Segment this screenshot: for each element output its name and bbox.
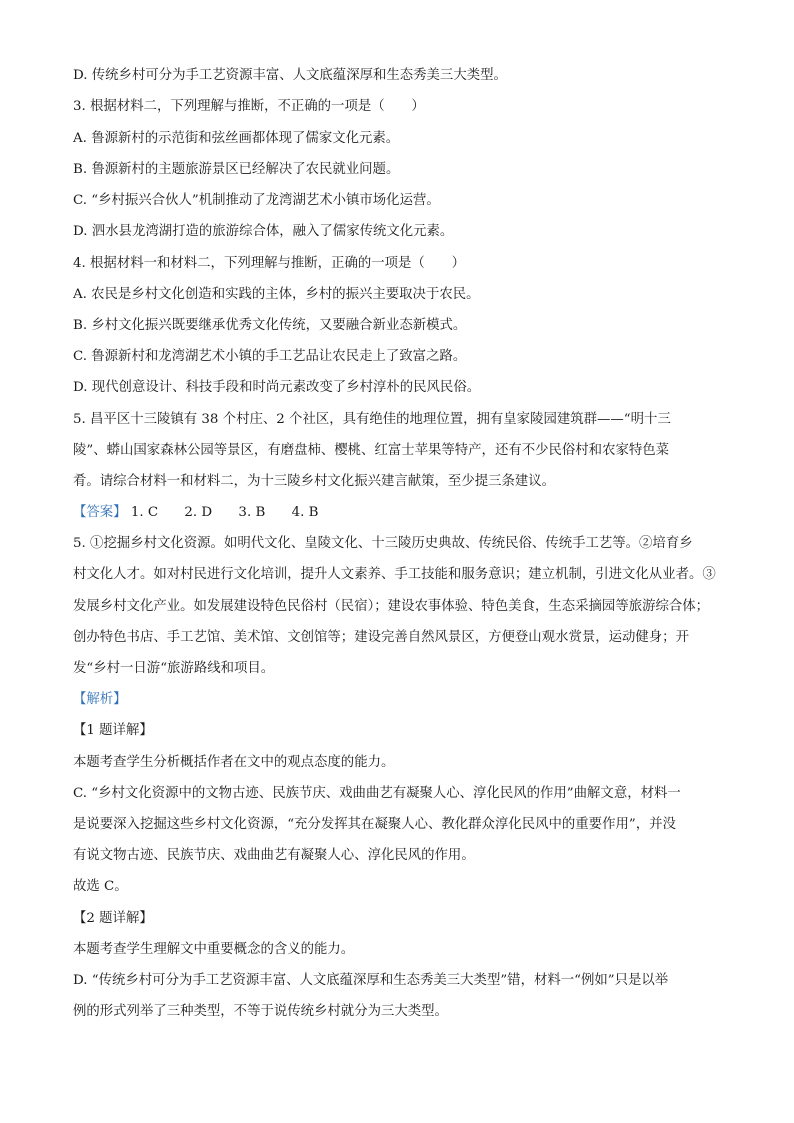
option-line: B. 乡村文化振兴既要继承优秀文化传统，又要融合新业态新模式。 <box>73 318 467 333</box>
q1-line: C. “乡村文化资源中的文物古迹、民族节庆、戏曲曲艺有凝聚人心、淳化民风的作用”曲解文意，材料一 <box>73 786 681 801</box>
answer-item: 4. B <box>291 505 319 520</box>
q1-line: 有说文物古迹、民族节庆、戏曲曲艺有凝聚人心、淳化民风的作用。 <box>73 848 475 863</box>
question-5: 5. 昌平区十三陵镇有 38 个村庄、2 个社区，具有绝佳的地理位置，拥有皇家陵园建筑群——“明十三 <box>73 412 671 427</box>
answer-row <box>73 504 318 522</box>
option-line: A. 鲁源新村的示范街和弦丝画都体现了儒家文化元素。 <box>73 131 400 146</box>
answer-5-line: 创办特色书店、手工艺馆、美术馆、文创馆等；建设完善自然风景区，方便登山观水赏景，运动健身；开 <box>73 630 689 645</box>
option-line: B. 鲁源新村的主题旅游景区已经解决了农民就业问题。 <box>73 162 400 177</box>
question-5-line: 肴。请综合材料一和材料二，为十三陵乡村文化振兴建言献策，至少提三条建议。 <box>73 474 556 489</box>
question-3: 3. 根据材料二，下列理解与推断，不正确的一项是（ ） <box>73 99 425 114</box>
q1-line: 本题考查学生分析概括作者在文中的观点态度的能力。 <box>73 755 395 770</box>
option-line: C. “乡村振兴合伙人”机制推动了龙湾湖艺术小镇市场化运营。 <box>73 193 440 208</box>
q2-line: 本题考查学生理解文中重要概念的含义的能力。 <box>73 942 355 957</box>
answer-5-line: 发“乡村一日游“旅游路线和项目。 <box>73 661 275 676</box>
answer-5-line: 5. ①挖掘乡村文化资源。如明代文化、皇陵文化、十三陵历史典故、传统民俗、传统手工艺等。②培育乡 <box>73 536 693 551</box>
q1-line: 是说要深入挖掘这些乡村文化资源，“充分发挥其在凝聚人心、教化群众淳化民风中的重要作用”，并没 <box>73 817 676 832</box>
question-5-line: 陵”、蟒山国家森林公园等景区，有磨盘柿、樱桃、红富士苹果等特产，还有不少民俗村和农家特色菜 <box>73 443 670 458</box>
q2-line: 例的形式列举了三种类型，不等于说传统乡村就分为三大类型。 <box>73 1004 448 1019</box>
question-4: 4. 根据材料一和材料二，下列理解与推断，正确的一项是（ ） <box>73 256 465 271</box>
answer-item: 1. C <box>130 505 159 520</box>
option-line: D. 泗水县龙湾湖打造的旅游综合体，融入了儒家传统文化元素。 <box>73 224 454 239</box>
analysis-label: 【解析】 <box>73 692 127 707</box>
option-line: C. 鲁源新村和龙湾湖艺术小镇的手工艺品让农民走上了致富之路。 <box>73 349 467 364</box>
option-line: D. 现代创意设计、科技手段和时尚元素改变了乡村淳朴的民风民俗。 <box>73 380 481 395</box>
q2-title: 【2 题详解】 <box>73 911 153 926</box>
answer-label: 【答案】 <box>73 505 127 520</box>
answer-item: 3. B <box>238 505 266 520</box>
answer-5-line: 村文化人才。如对村民进行文化培训，提升人文素养、手工技能和服务意识；建立机制，引进文化从业者。③ <box>73 567 716 582</box>
q1-conclusion: 故选 C。 <box>73 879 128 894</box>
answer-5-line: 发展乡村文化产业。如发展建设特色民俗村（民宿）；建设农事体验、特色美食，生态采摘园等旅游综合体； <box>73 599 710 614</box>
q1-title: 【1 题详解】 <box>73 723 153 738</box>
q2-line: D. “传统乡村可分为手工艺资源丰富、人文底蕴深厚和生态秀美三大类型”错，材料一“例如”只是以举 <box>73 973 669 988</box>
answer-item: 2. D <box>184 505 213 520</box>
option-line: D. 传统乡村可分为手工艺资源丰富、人文底蕴深厚和生态秀美三大类型。 <box>73 68 507 83</box>
option-line: A. 农民是乡村文化创造和实践的主体，乡村的振兴主要取决于农民。 <box>73 287 480 302</box>
